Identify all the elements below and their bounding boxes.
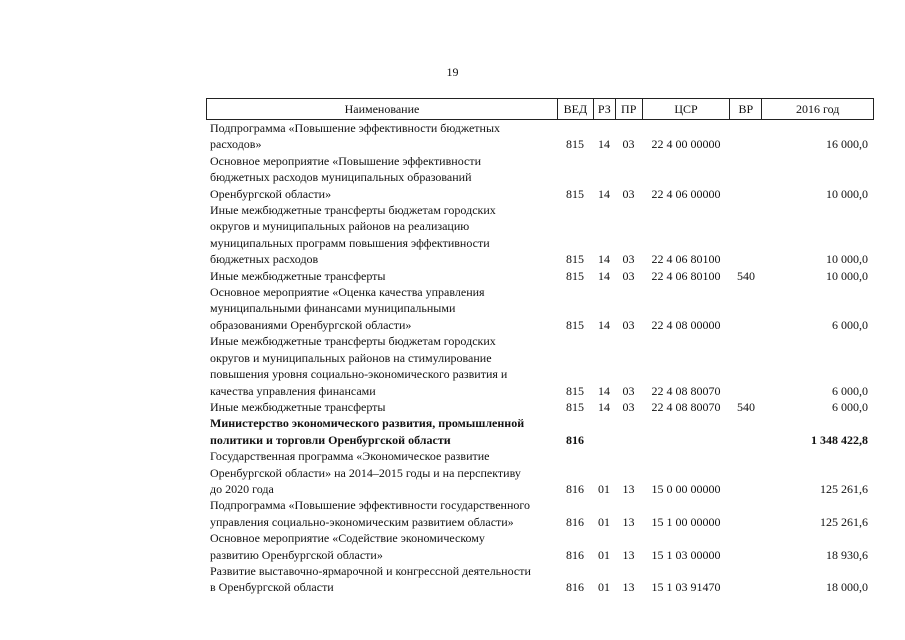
page-number: 19 (446, 65, 459, 79)
row-pr: 03 (622, 399, 635, 414)
row-name: Основное мероприятие «Оценка качества управления муниципальными финансами муниципальными образованиями Оренбургской области» (210, 285, 485, 332)
budget-table (206, 98, 874, 596)
row-rz: 14 (598, 137, 610, 152)
row-rz: 01 (598, 514, 610, 529)
row-rz: 14 (598, 268, 610, 283)
row-amount: 6 000,0 (832, 399, 868, 414)
row-name: Основное мероприятие «Повышение эффективности бюджетных расходов муниципальных образований Оренбургской области» (210, 153, 481, 201)
row-csr: 22 4 08 00000 (651, 317, 721, 332)
row-name: Министерство экономического развития, промышленной политики и торговли Оренбургской области (210, 416, 525, 447)
row-csr: 15 0 00 00000 (651, 481, 721, 496)
table-row (206, 268, 874, 284)
row-ved: 815 (566, 186, 584, 201)
row-pr: 03 (622, 383, 635, 398)
header-vr: ВР (729, 99, 761, 119)
row-csr: 22 4 06 00000 (651, 186, 721, 201)
row-ved: 816 (566, 514, 584, 529)
row-amount: 6 000,0 (832, 383, 868, 398)
row-ved: 815 (566, 383, 584, 398)
row-amount: 1 348 422,8 (811, 432, 868, 447)
row-ved: 816 (566, 547, 584, 562)
row-rz: 01 (598, 547, 610, 562)
table-row (206, 497, 874, 530)
row-amount: 18 930,6 (826, 547, 868, 562)
row-amount: 125 261,6 (820, 481, 868, 496)
table-row (206, 563, 874, 596)
row-csr: 15 1 00 00000 (651, 514, 721, 529)
row-pr: 03 (622, 137, 635, 152)
row-ved: 815 (566, 252, 584, 267)
row-ved: 815 (566, 399, 584, 414)
row-pr: 13 (622, 514, 635, 529)
row-rz: 14 (598, 252, 610, 267)
row-name: Подпрограмма «Повышение эффективности государственного управления социально-экономическим развитием области» (210, 498, 530, 529)
row-amount: 10 000,0 (826, 252, 868, 267)
table-header (206, 98, 874, 120)
row-ved: 816 (566, 580, 584, 595)
row-csr: 22 4 08 80070 (651, 383, 721, 398)
row-csr: 22 4 08 80070 (651, 399, 721, 414)
row-csr: 15 1 03 00000 (651, 547, 721, 562)
row-name: Иные межбюджетные трансферты (210, 268, 386, 283)
row-rz: 14 (598, 186, 610, 201)
row-rz: 01 (598, 580, 610, 595)
row-amount: 6 000,0 (832, 317, 868, 332)
table-row (206, 120, 874, 153)
table-row (206, 530, 874, 563)
row-amount: 18 000,0 (826, 580, 868, 595)
table-row (206, 399, 874, 415)
row-rz: 14 (598, 317, 610, 332)
header-csr: ЦСР (642, 99, 730, 119)
header-rz: РЗ (593, 99, 615, 119)
table-row (206, 153, 874, 202)
row-ved: 816 (566, 432, 584, 447)
table-row (206, 284, 874, 333)
row-pr: 13 (622, 481, 635, 496)
row-rz: 01 (598, 481, 610, 496)
row-csr: 22 4 00 00000 (651, 137, 721, 152)
row-amount: 16 000,0 (826, 137, 868, 152)
row-amount: 125 261,6 (820, 514, 868, 529)
header-name: Наименование (344, 102, 420, 116)
row-name: Развитие выставочно-ярмарочной и конгрессной деятельности в Оренбургской области (210, 563, 531, 595)
header-year: 2016 год (761, 99, 873, 119)
table-row (206, 202, 874, 268)
row-csr: 22 4 06 80100 (651, 268, 721, 283)
table-row-ministry (206, 415, 874, 448)
row-csr: 22 4 06 80100 (651, 252, 721, 267)
row-name: Основное мероприятие «Содействие экономическому развитию Оренбургской области» (210, 531, 485, 562)
row-name: Иные межбюджетные трансферты (210, 399, 386, 414)
row-ved: 815 (566, 317, 584, 332)
table-row (206, 448, 874, 497)
table-row (206, 333, 874, 399)
row-amount: 10 000,0 (826, 268, 868, 283)
row-pr: 13 (622, 580, 635, 595)
row-name: Подпрограмма «Повышение эффективности бюджетных расходов» (210, 121, 501, 152)
header-pr: ПР (615, 99, 642, 119)
row-ved: 816 (566, 481, 584, 496)
table-body (206, 120, 874, 596)
row-pr: 03 (622, 317, 635, 332)
row-name: Иные межбюджетные трансферты бюджетам городских округов и муниципальных районов на реализацию муниципальных программ повышения эффективности бюджетных расходов (210, 203, 496, 267)
row-rz: 14 (598, 399, 610, 414)
row-pr: 03 (622, 252, 635, 267)
row-pr: 13 (622, 547, 635, 562)
row-vr: 540 (737, 268, 755, 283)
row-ved: 815 (566, 137, 584, 152)
row-name: Государственная программа «Экономическое развитие Оренбургской области» на 2014–2015 годы и на перспективу до 2020 года (210, 449, 521, 496)
row-rz: 14 (598, 383, 610, 398)
row-pr: 03 (622, 186, 635, 201)
row-amount: 10 000,0 (826, 186, 868, 201)
row-csr: 15 1 03 91470 (651, 580, 721, 595)
row-ved: 815 (566, 268, 584, 283)
row-name: Иные межбюджетные трансферты бюджетам городских округов и муниципальных районов на стимулирование повышения уровня социально-экономического развития и качества управления финансами (210, 334, 508, 398)
row-pr: 03 (622, 268, 635, 283)
header-ved: ВЕД (557, 99, 593, 119)
row-vr: 540 (737, 399, 755, 414)
